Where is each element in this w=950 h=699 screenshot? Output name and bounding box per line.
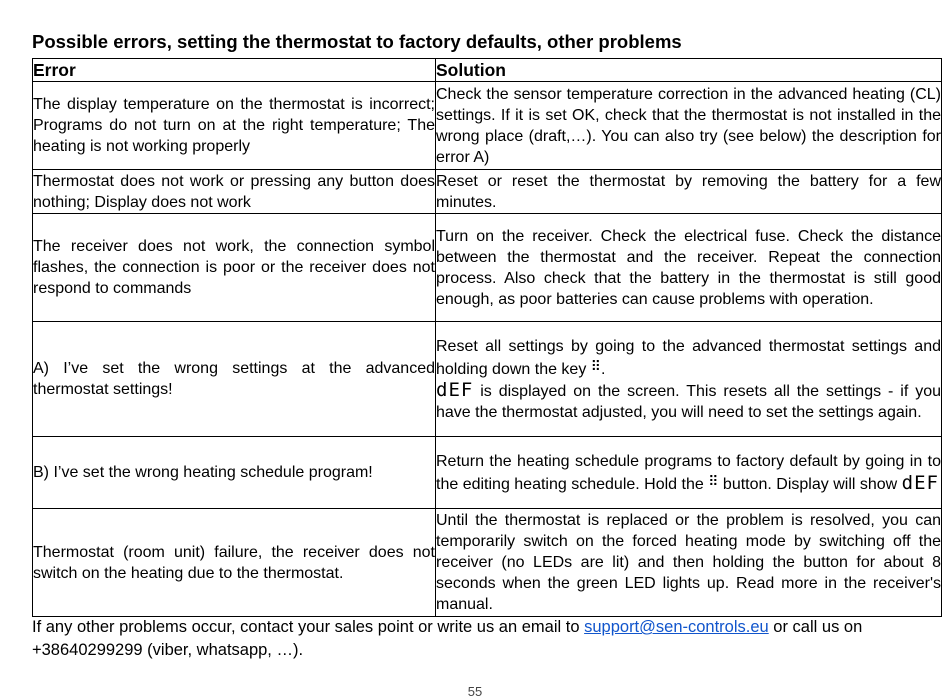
page-number: 55 xyxy=(467,684,483,699)
solution-cell: Reset or reset the thermostat by removing the battery for a few minutes. xyxy=(436,170,942,214)
error-cell: Thermostat does not work or pressing any button does nothing; Display does not work xyxy=(33,170,436,214)
solution-cell xyxy=(436,437,942,509)
dotted-grid-key-icon: ⠿ xyxy=(590,358,602,375)
table-row xyxy=(33,170,942,214)
footer-text xyxy=(32,616,927,662)
dotted-grid-key-icon: ⠿ xyxy=(708,473,719,490)
table-row xyxy=(33,437,942,509)
solution-text: Reset all settings by going to the advanced thermostat settings and holding down the key xyxy=(436,337,941,378)
column-header-error: Error xyxy=(33,59,436,82)
footer-outro: or call us on +38640299299 (viber, whatsapp, …). xyxy=(32,618,863,659)
table-row xyxy=(33,214,942,322)
table-row xyxy=(33,509,942,617)
table-row xyxy=(33,82,942,170)
error-cell: The display temperature on the thermostat is incorrect; Programs do not turn on at the right temperature; The heating is not working properly xyxy=(33,82,436,170)
error-cell: The receiver does not work, the connection symbol flashes, the connection is poor or the receiver does not respond to commands xyxy=(33,214,436,322)
solution-text: button. Display will show xyxy=(722,475,898,493)
solution-cell: Until the thermostat is replaced or the problem is resolved, you can temporarily switch on the forced heating mode by switching off the receiver (no LEDs are lit) and then holding the button for about 8 seconds when the green LED lights up. Read more in the receiver's manual. xyxy=(436,509,942,617)
solution-cell: Reset all settings by going to the advanced thermostat settings and holding down the key ⠿. dEF is displayed on the screen. This resets all the settings - if you have the thermostat adjusted, you will need to set the settings again. xyxy=(436,322,942,437)
error-cell: Thermostat (room unit) failure, the receiver does not switch on the heating due to the thermostat. xyxy=(33,509,436,617)
solution-text: Return the heating schedule programs to factory default by going in to the editing heating schedule. Hold the xyxy=(436,452,941,493)
solution-cell: Check the sensor temperature correction in the advanced heating (CL) settings. If it is set OK, check that the thermostat is not installed in the wrong place (draft,…). You can also try (see below) the description for error A) xyxy=(436,82,942,170)
solution-text: is displayed on the screen. This resets all the settings - if you have the thermostat adjusted, you will need to set the settings again. xyxy=(436,382,941,421)
display-code: dEF xyxy=(436,378,474,401)
errors-table xyxy=(32,58,942,617)
column-header-solution: Solution xyxy=(436,59,942,82)
display-code: dEF xyxy=(901,471,939,494)
page-title: Possible errors, setting the thermostat to factory defaults, other problems xyxy=(32,31,682,52)
support-email-link[interactable]: support@sen-controls.eu xyxy=(584,618,769,636)
solution-cell: Turn on the receiver. Check the electrical fuse. Check the distance between the thermostat and the receiver. Repeat the connection process. Also check that the battery in the thermostat is still good enough, as poor batteries can cause problems with operation. xyxy=(436,214,942,322)
footer-intro: If any other problems occur, contact your sales point or write us an email to xyxy=(32,618,580,636)
error-cell: A) I’ve set the wrong settings at the advanced thermostat settings! xyxy=(33,322,436,437)
error-cell: B) I’ve set the wrong heating schedule program! xyxy=(33,437,436,509)
table-header-row xyxy=(33,59,942,82)
table-row xyxy=(33,322,942,437)
